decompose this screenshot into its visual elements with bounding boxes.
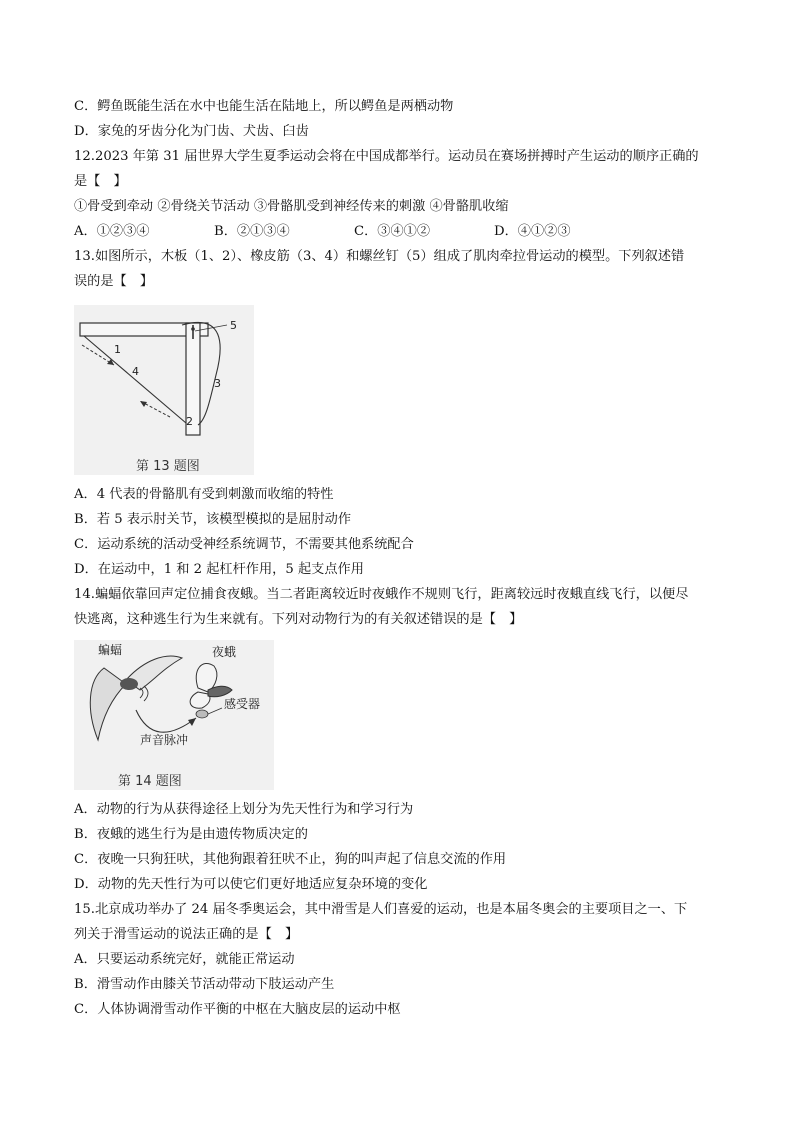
q13-stem-line2: 误的是【 】 <box>74 274 154 289</box>
q14-figure-caption: 第 14 题图 <box>118 774 182 789</box>
q14-option-b: B．夜蛾的逃生行为是由遗传物质决定的 <box>74 827 308 842</box>
muscle-model-diagram <box>74 305 254 475</box>
q14-figure <box>74 640 274 790</box>
bat-wing-left <box>90 668 126 740</box>
moth-label: 夜蛾 <box>212 645 237 659</box>
bat-moth-diagram <box>74 640 274 790</box>
option-c-prev: C．鳄鱼既能生活在水中也能生活在陆地上，所以鳄鱼是两栖动物 <box>74 99 454 114</box>
q13-option-d: D．在运动中，1 和 2 起杠杆作用，5 起支点作用 <box>74 562 364 577</box>
q13-option-a: A．4 代表的骨骼肌有受到刺激而收缩的特性 <box>74 487 334 502</box>
q15-option-c: C．人体协调滑雪动作平衡的中枢在大脑皮层的运动中枢 <box>74 1002 401 1017</box>
rubber-band-4 <box>84 336 186 423</box>
receptor-leader-line <box>208 708 222 714</box>
q12-stem-line1: 12.2023 年第 31 届世界大学生夏季运动会将在中国成都举行。运动员在赛场拼搏时产生运动的顺序正确的 <box>74 149 699 164</box>
arrow-head-upper <box>107 359 114 365</box>
q14-option-c: C．夜晚一只狗狂吠，其他狗跟着狂吠不止，狗的叫声起了信息交流的作用 <box>74 852 507 867</box>
q12-option-b: B．②①③④ <box>214 224 290 239</box>
sound-pulse-arrowhead <box>188 718 196 726</box>
label-2: 2 <box>186 415 193 428</box>
sound-pulse-arc <box>136 710 196 732</box>
label-4: 4 <box>132 365 139 378</box>
q13-option-b: B．若 5 表示肘关节，该模型模拟的是屈肘动作 <box>74 512 352 527</box>
moth-receptor-organ <box>196 710 208 718</box>
label-3: 3 <box>214 377 221 390</box>
receptor-label: 感受器 <box>224 697 261 711</box>
q13-figure <box>74 305 254 475</box>
sound-wave-2 <box>144 686 148 701</box>
q13-stem-line1: 13.如图所示，木板（1、2）、橡皮筋（3、4）和螺丝钉（5）组成了肌肉牵拉骨运动的模型。下列叙述错 <box>74 249 685 264</box>
q14-stem-line2: 快逃离，这种逃生行为生来就有。下列对动物行为的有关叙述错误的是【 】 <box>74 612 523 627</box>
q12-steps: ①骨受到牵动 ②骨绕关节活动 ③骨骼肌受到神经传来的刺激 ④骨骼肌收缩 <box>74 199 509 214</box>
bat-head <box>120 678 138 690</box>
q12-option-d: D．④①②③ <box>494 224 571 239</box>
q13-option-c: C．运动系统的活动受神经系统调节，不需要其他系统配合 <box>74 537 414 552</box>
sound-pulse-label: 声音脉冲 <box>140 733 189 747</box>
moth-wing-lower <box>190 692 210 708</box>
q13-figure-caption: 第 13 题图 <box>136 459 200 474</box>
label-1: 1 <box>114 343 121 356</box>
bat-label: 蝙蝠 <box>98 643 123 657</box>
q14-option-a: A．动物的行为从获得途径上划分为先天性行为和学习行为 <box>74 802 414 817</box>
q15-stem-line1: 15.北京成功举办了 24 届冬季奥运会，其中滑雪是人们喜爱的运动，也是本届冬奥会的主要项目之一、下 <box>74 902 688 917</box>
q15-stem-line2: 列关于滑雪运动的说法正确的是【 】 <box>74 927 299 942</box>
screw-head <box>191 327 195 331</box>
option-d-prev: D．家兔的牙齿分化为门齿、犬齿、臼齿 <box>74 124 309 139</box>
q14-option-d: D．动物的先天性行为可以使它们更好地适应复杂环境的变化 <box>74 877 428 892</box>
q15-option-b: B．滑雪动作由膝关节活动带动下肢运动产生 <box>74 977 335 992</box>
q12-stem-line2: 是【 】 <box>74 174 127 189</box>
q12-option-a: A．①②③④ <box>74 224 150 239</box>
q15-option-a: A．只要运动系统完好，就能正常运动 <box>74 952 295 967</box>
q12-option-c: C．③④①② <box>354 224 431 239</box>
label-5: 5 <box>230 319 237 332</box>
q14-stem-line1: 14.蝙蝠依靠回声定位捕食夜蛾。当二者距离较近时夜蛾作不规则飞行，距离较远时夜蛾直线飞行，以便尽 <box>74 587 689 602</box>
